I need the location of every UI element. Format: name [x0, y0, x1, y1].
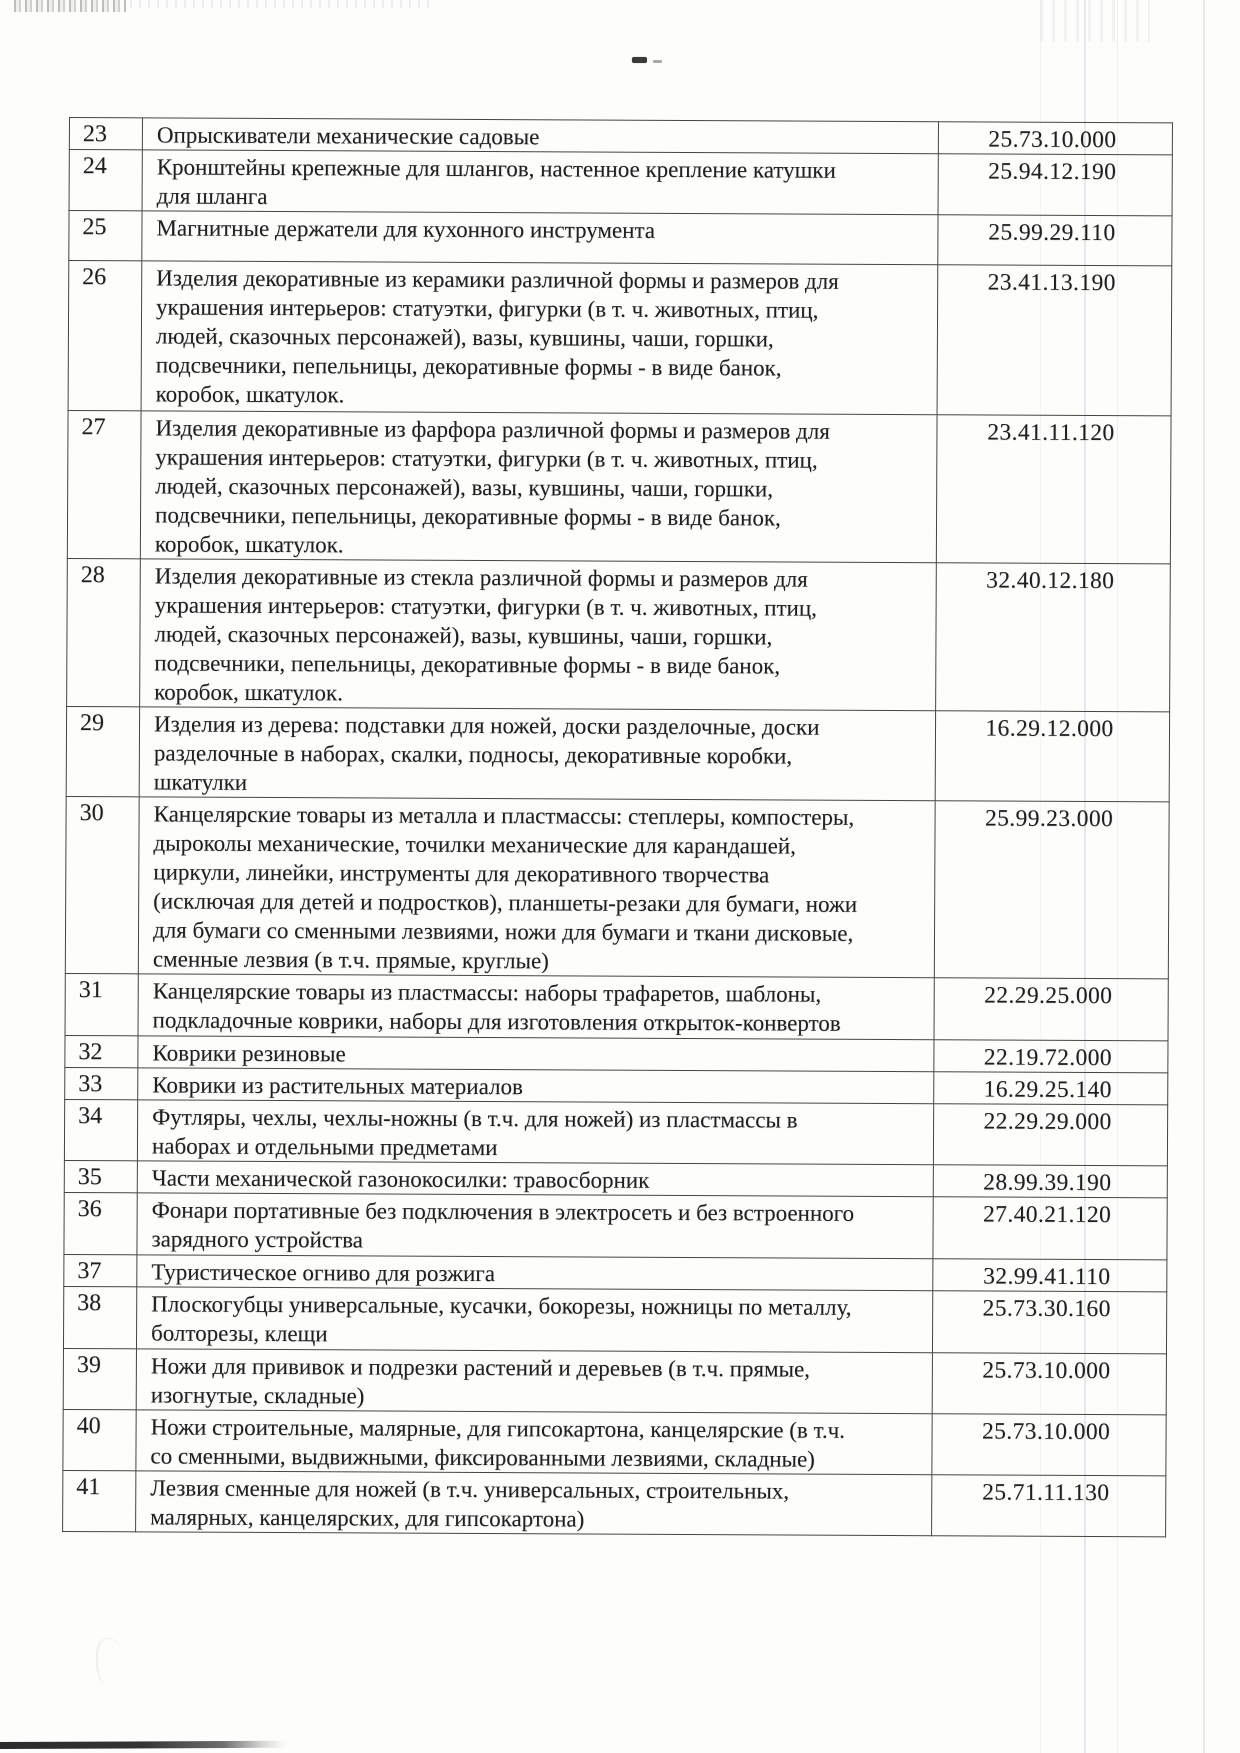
scan-smudge-top-right: [1040, 0, 1150, 42]
row-description: Изделия из дерева: подставки для ножей, доски разделочные, доски разделочные в наборах, скалки, подносы, декоративные коробки, шкатулки: [139, 707, 935, 801]
product-code-table-wrap: [62, 117, 1173, 1537]
row-description: Футляры, чехлы, чехлы-ножны (в т.ч. для ножей) из пластмассы в наборах и отдельными предметами: [137, 1100, 933, 1165]
table-row: [65, 796, 1169, 978]
product-code-table: [62, 117, 1173, 1537]
table-row: [64, 1192, 1167, 1259]
row-number: 33: [65, 1067, 138, 1099]
table-row: [69, 150, 1172, 216]
table-row: [63, 1409, 1166, 1475]
row-number: 24: [69, 150, 142, 211]
row-description: Канцелярские товары из металла и пластмассы: степлеры, компостеры, дыроколы механические, точилки механические для карандашей, циркули, линейки, инструменты для декоративного творчества (исключая для детей и подростков), планшеты-резаки для бумаги, ножи для бумаги со сменными лезвиями, ножи для бумаги и ткани дисковые, сменные лезвия (в т.ч. прямые, круглые): [138, 797, 935, 978]
row-code: 22.19.72.000: [934, 1040, 1168, 1073]
row-number: 30: [65, 796, 139, 973]
row-description: Плоскогубцы универсальные, кусачки, бокорезы, ножницы по металлу, болторезы, клещи: [136, 1287, 932, 1353]
row-description: Кронштейны крепежные для шлангов, настенное крепление катушки для шланга: [142, 150, 938, 215]
table-row: [67, 410, 1171, 563]
table-row: [63, 1470, 1166, 1536]
row-description: Ножи для прививок и подрезки растений и деревьев (в т.ч. прямые, изогнутые, складные): [136, 1349, 932, 1414]
scan-smudge-top-left-2: [130, 0, 430, 8]
row-code: 32.99.41.110: [933, 1259, 1167, 1292]
row-code: 25.73.10.000: [932, 1414, 1166, 1476]
table-row: [66, 706, 1169, 801]
row-code: 25.73.10.000: [938, 122, 1172, 155]
row-description: Магнитные держатели для кухонного инструмента: [142, 211, 938, 265]
table-row: [69, 118, 1172, 155]
ink-dash-artifact-2: [653, 60, 662, 63]
row-number: 35: [64, 1160, 137, 1192]
row-number: 38: [63, 1286, 136, 1348]
row-number: 26: [68, 261, 142, 411]
row-number: 25: [69, 211, 142, 261]
row-number: 27: [67, 410, 141, 558]
row-number: 23: [69, 118, 142, 150]
table-row: [65, 973, 1168, 1040]
row-number: 37: [64, 1254, 137, 1286]
row-number: 36: [64, 1192, 137, 1254]
row-code: 23.41.11.120: [936, 415, 1171, 564]
row-code: 28.99.39.190: [933, 1165, 1167, 1198]
row-description: Коврики из растительных материалов: [138, 1068, 934, 1104]
row-code: 22.29.25.000: [934, 978, 1168, 1041]
row-code: 16.29.12.000: [935, 711, 1169, 802]
row-description: Лезвия сменные для ножей (в т.ч. универсальных, строительных, малярных, канцелярских, для гипсокартона): [136, 1471, 932, 1536]
row-number: 41: [63, 1470, 136, 1531]
row-number: 28: [67, 558, 141, 706]
scan-edge-bar-bottom: [0, 1741, 286, 1749]
table-row: [65, 1067, 1168, 1104]
row-code: 25.71.11.130: [932, 1475, 1166, 1537]
row-code: 25.73.30.160: [932, 1291, 1166, 1354]
row-description: Изделия декоративные из фарфора различной формы и размеров для украшения интерьеров: статуэтки, фигурки (в т. ч. животных, птиц, людей, сказочных персонажей), вазы, кувшины, чаши, горшки, подсвечники, пепельницы, декоративные формы - в виде банок, коробок, шкатулок.: [140, 411, 937, 563]
table-row: [64, 1099, 1167, 1165]
scan-smudge-top-left: [14, 0, 126, 12]
row-description: Опрыскиватели механические садовые: [142, 118, 938, 154]
table-row: [68, 261, 1172, 416]
row-number: 39: [63, 1348, 136, 1409]
row-number: 40: [63, 1409, 136, 1470]
row-number: 29: [66, 706, 139, 796]
table-row: [63, 1286, 1166, 1353]
row-code: 25.73.10.000: [932, 1353, 1166, 1415]
table-row: [69, 211, 1172, 266]
row-code: 32.40.12.180: [936, 563, 1171, 712]
table-row: [67, 558, 1171, 711]
row-code: 16.29.25.140: [934, 1072, 1168, 1105]
row-description: Фонари портативные без подключения в электросеть и без встроенного зарядного устройства: [137, 1193, 933, 1259]
ink-dash-artifact: [632, 57, 647, 63]
row-number: 34: [64, 1099, 137, 1160]
row-description: Изделия декоративные из керамики различной формы и размеров для украшения интерьеров: статуэтки, фигурки (в т. ч. животных, птиц, людей, сказочных персонажей), вазы, кувшины, чаши, горшки, подсвечники, пепельницы, декоративные формы - в виде банок, коробок, шкатулок.: [141, 261, 938, 415]
row-description: Части механической газонокосилки: травосборник: [137, 1161, 933, 1197]
table-row: [64, 1254, 1167, 1291]
row-number: 31: [65, 973, 138, 1035]
table-row: [63, 1348, 1166, 1414]
row-code: 27.40.21.120: [933, 1197, 1167, 1260]
row-code: 25.94.12.190: [938, 154, 1172, 216]
row-description: Изделия декоративные из стекла различной формы и размеров для украшения интерьеров: статуэтки, фигурки (в т. ч. животных, птиц, людей, сказочных персонажей), вазы, кувшины, чаши, горшки, подсвечники, пепельницы, декоративные формы - в виде банок, коробок, шкатулок.: [140, 559, 937, 711]
faint-pen-ghost-mark: [96, 1638, 124, 1685]
row-code: 25.99.23.000: [934, 801, 1169, 979]
row-code: 23.41.13.190: [937, 265, 1172, 416]
row-description: Канцелярские товары из пластмассы: наборы трафаретов, шаблоны, подкладочные коврики, наборы для изготовления открыток-конвертов: [138, 974, 934, 1040]
paper-edge-shadow: [1203, 0, 1205, 1753]
row-code: 22.29.29.000: [933, 1104, 1167, 1166]
row-number: 32: [65, 1035, 138, 1067]
table-row: [64, 1160, 1167, 1197]
product-table-body: [63, 118, 1173, 1537]
row-description: Коврики резиновые: [138, 1036, 934, 1072]
table-row: [65, 1035, 1168, 1072]
row-description: Туристическое огниво для розжига: [137, 1255, 933, 1291]
row-code: 25.99.29.110: [938, 215, 1172, 266]
row-description: Ножи строительные, малярные, для гипсокартона, канцелярские (в т.ч. со сменными, выдвижными, фиксированными лезвиями, складные): [136, 1410, 932, 1475]
